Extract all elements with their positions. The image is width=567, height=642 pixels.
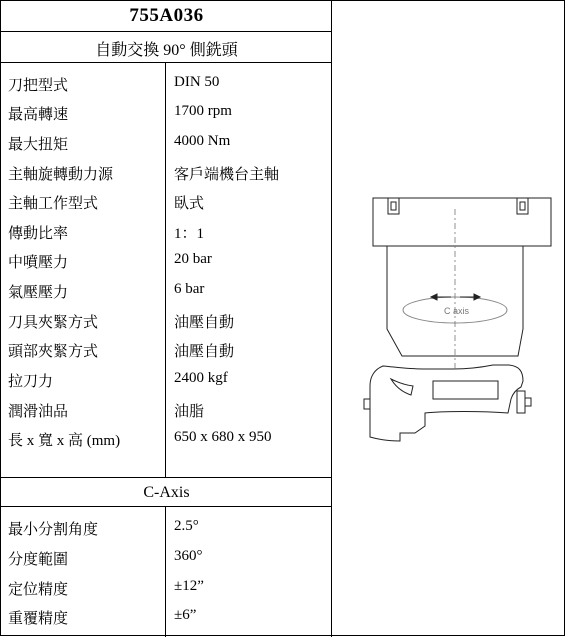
spec-row	[1, 396, 332, 425]
spec-label: 主軸旋轉動力源	[8, 167, 114, 183]
spec-label: 潤滑油品	[8, 404, 69, 420]
spec-row	[1, 99, 332, 128]
clamp-pocket-right	[517, 198, 528, 214]
angle-head-housing	[370, 365, 523, 441]
mounting-flange	[373, 198, 551, 246]
model-number: 755A036	[129, 5, 204, 26]
spec-label: 最大扭矩	[8, 137, 69, 153]
divider	[1, 477, 332, 478]
spec-row	[1, 544, 332, 573]
head-contour-center	[433, 381, 498, 399]
spec-value: 6 bar	[174, 281, 205, 297]
spec-value: 20 bar	[174, 251, 212, 267]
spec-row	[1, 159, 332, 188]
spec-label: 刀具夾緊方式	[8, 315, 99, 331]
spec-table	[1, 1, 332, 637]
spec-label: 拉刀力	[8, 374, 54, 390]
spec-row	[1, 70, 332, 99]
spec-row	[1, 514, 332, 543]
spec-label: 長 x 寬 x 高 (mm)	[8, 433, 121, 449]
spec-value: 360°	[174, 548, 203, 564]
spec-label: 傳動比率	[8, 226, 69, 242]
spec-label: 頭部夾緊方式	[8, 344, 99, 360]
drive-stub	[364, 399, 370, 409]
spec-row	[1, 129, 332, 158]
spec-value: ±12”	[174, 578, 204, 594]
spec-value: DIN 50	[174, 74, 220, 90]
technical-drawing	[333, 1, 566, 637]
spec-value: 2.5°	[174, 518, 199, 534]
spec-value: 4000 Nm	[174, 133, 231, 149]
spec-row	[1, 218, 332, 247]
spec-value: 客戶端機台主軸	[174, 167, 280, 183]
spec-label: 重覆精度	[8, 611, 69, 627]
spec-label: 主軸工作型式	[8, 196, 99, 212]
spec-value: 1700 rpm	[174, 103, 232, 119]
spec-row	[1, 603, 332, 632]
spindle-tip	[525, 398, 531, 406]
milling-head-drawing	[333, 1, 566, 637]
spec-row	[1, 574, 332, 603]
spec-value: ±6”	[174, 607, 197, 623]
head-contour-left	[391, 379, 413, 395]
clamp-detail-right	[520, 202, 525, 210]
c-axis-label: C axis	[444, 306, 470, 316]
spec-label: 中噴壓力	[8, 255, 69, 271]
spec-value: 1：1	[174, 226, 205, 242]
spec-value: 油脂	[174, 404, 205, 420]
product-title: 自動交換 90° 側銑頭	[95, 42, 238, 59]
spec-value: 650 x 680 x 950	[174, 429, 272, 445]
spec-label: 最高轉速	[8, 107, 69, 123]
divider	[1, 62, 332, 63]
spec-value: 2400 kgf	[174, 370, 228, 386]
spec-row	[1, 425, 332, 454]
clamp-detail-left	[391, 202, 396, 210]
section-title-c-axis: C-Axis	[143, 484, 190, 501]
spec-label: 分度範圍	[8, 552, 69, 568]
spec-row	[1, 188, 332, 217]
spec-label: 氣壓壓力	[8, 285, 69, 301]
divider	[1, 31, 332, 32]
spec-label: 刀把型式	[8, 78, 69, 94]
divider	[1, 506, 332, 507]
spec-row	[1, 307, 332, 336]
spec-label: 最小分割角度	[8, 522, 99, 538]
spec-row	[1, 277, 332, 306]
spec-row	[1, 366, 332, 395]
spec-value: 油壓自動	[174, 344, 235, 360]
spec-row	[1, 336, 332, 365]
clamp-pocket-left	[388, 198, 399, 214]
spec-label: 定位精度	[8, 582, 69, 598]
spec-value: 臥式	[174, 196, 205, 212]
spindle-nose	[517, 391, 525, 413]
spec-row	[1, 247, 332, 276]
spec-value: 油壓自動	[174, 315, 235, 331]
